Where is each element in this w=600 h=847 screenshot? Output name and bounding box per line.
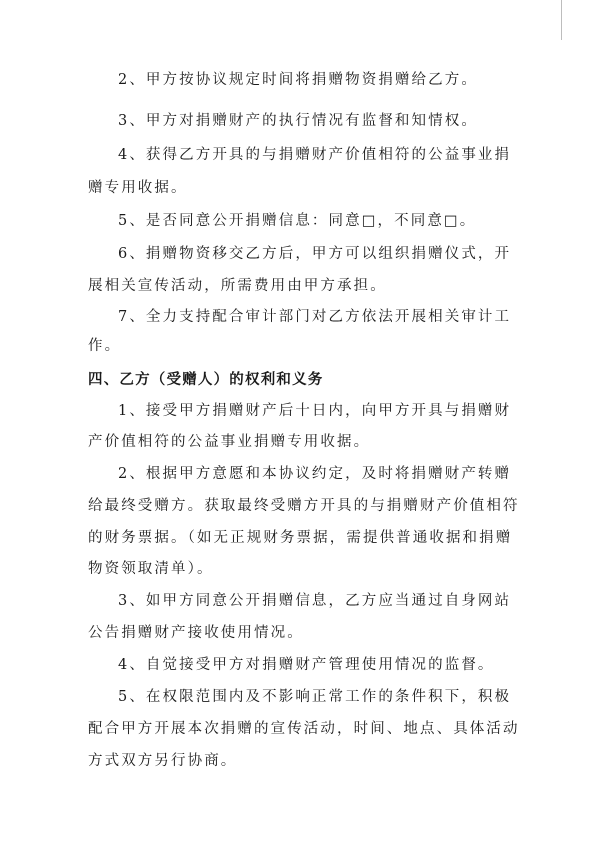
clause-a4: 4、获得乙方开具的与捐赠财产价值相符的公益事业捐 [118,147,512,163]
clause-a6-cont: 展相关宣传活动，所需费用由甲方承担。 [88,278,387,294]
clause-b3-cont: 公告捐赠财产接收使用情况。 [88,625,304,641]
clause-a2: 2、甲方按协议规定时间将捐赠物资捐赠给乙方。 [118,72,478,88]
clause-a7-cont: 作。 [88,338,122,354]
clause-b2-cont3: 物资领取清单）。 [88,561,214,577]
clause-b2-cont2: 的财务票据。（如无正规财务票据，需提供普通收据和捐赠 [88,530,513,546]
scan-edge-line [561,0,562,40]
clause-b5-cont2: 方式双方另行协商。 [88,753,238,769]
clause-a4-cont: 赠专用收据。 [88,180,188,196]
clause-a3: 3、甲方对捐赠财产的执行情况有监督和知情权。 [118,113,478,129]
clause-a6: 6、捐赠物资移交乙方后，甲方可以组织捐赠仪式，开 [118,246,512,262]
clause-b1-cont: 产价值相符的公益事业捐赠专用收据。 [88,434,371,450]
clause-a7: 7、全力支持配合审计部门对乙方依法开展相关审计工 [118,309,512,325]
clause-b2-cont1: 给最终受赠方。获取最终受赠方开具的与捐赠财产价值相符 [88,498,520,514]
clause-a5: 5、是否同意公开捐赠信息：同意□，不同意□。 [118,213,477,229]
clause-b5-cont1: 配合甲方开展本次捐赠的宣传活动，时间、地点、具体活动 [88,721,520,737]
section-heading-four: 四、乙方（受赠人）的权利和义务 [88,372,324,388]
clause-b3: 3、如甲方同意公开捐赠信息，乙方应当通过自身网站 [118,593,512,609]
clause-b5: 5、在权限范围内及不影响正常工作的条件积下，积极 [118,689,512,705]
clause-b4: 4、自觉接受甲方对捐赠财产管理使用情况的监督。 [118,657,495,673]
clause-b1: 1、接受甲方捐赠财产后十日内，向甲方开具与捐赠财 [118,403,512,419]
clause-b2: 2、根据甲方意愿和本协议约定，及时将捐赠财产转赠 [118,466,512,482]
